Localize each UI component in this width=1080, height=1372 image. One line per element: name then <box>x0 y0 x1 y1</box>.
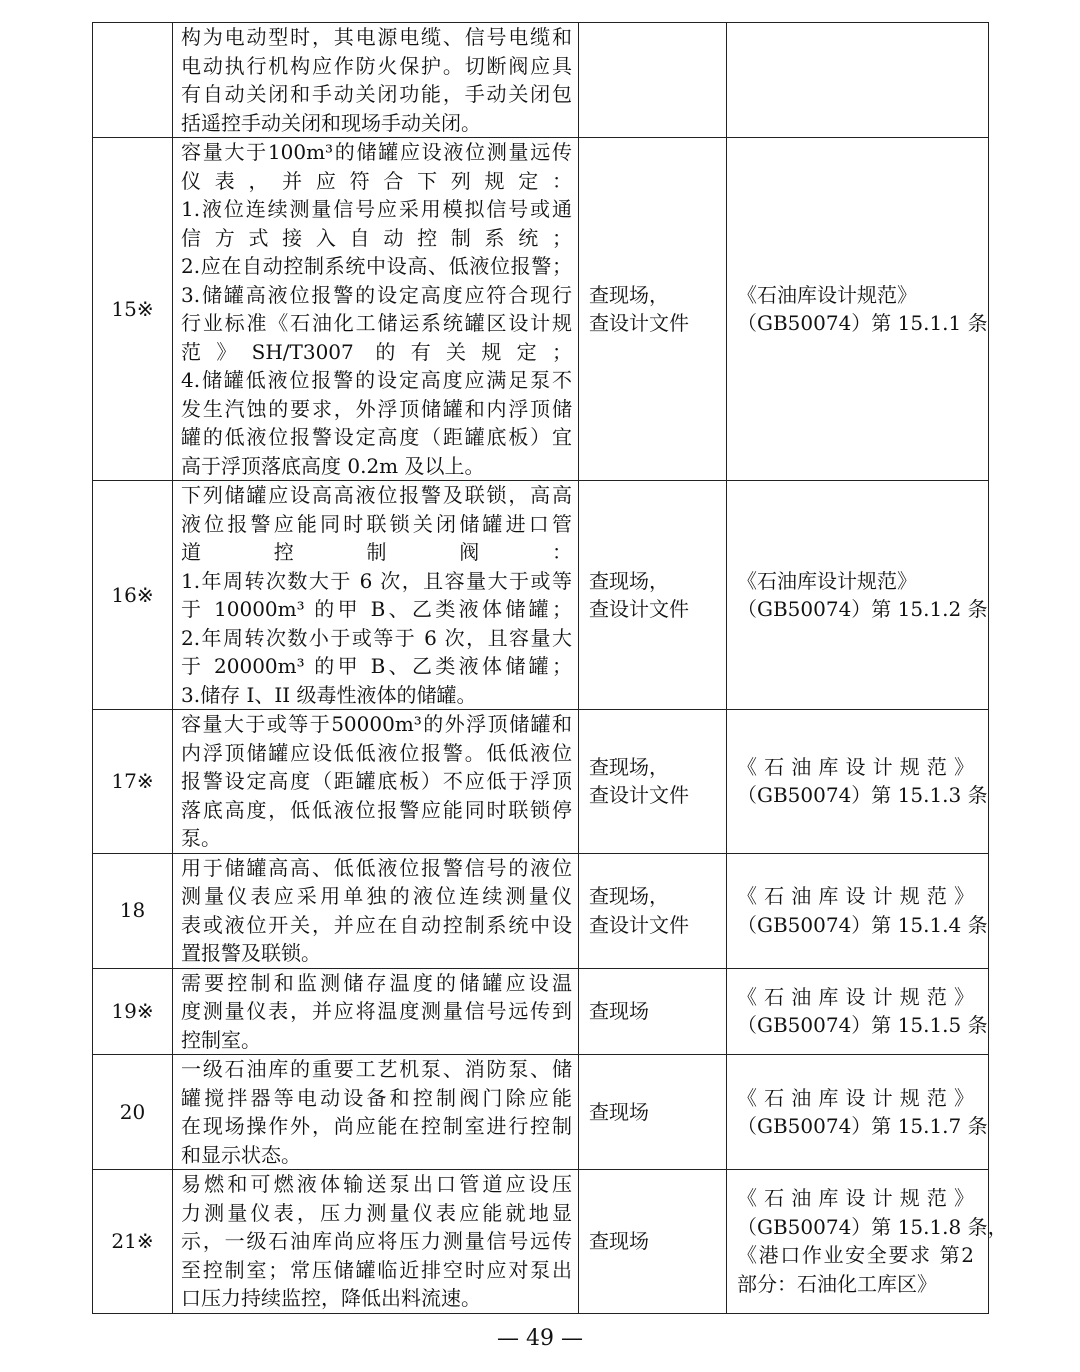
content-line: 泵。 <box>181 826 221 850</box>
inspection-method <box>579 1170 727 1314</box>
method-line: 查设计文件 <box>589 912 689 937</box>
item-number: 19※ <box>93 968 173 1055</box>
basis-line: （GB50074）第 15.1.7 条 <box>737 1114 988 1138</box>
basis-line: （GB50074）第 15.1.8 条， <box>737 1214 1008 1239</box>
inspection-content <box>173 710 579 854</box>
content-line: 2.年周转次数小于或等于 6 次，且容量大 <box>181 625 572 650</box>
inspection-basis <box>727 1055 989 1170</box>
content-line: 3.储罐高液位报警的设定高度应符合现行 <box>181 282 572 307</box>
content-line: 容量大于100m³的储罐应设液位测量远传 <box>181 140 572 164</box>
inspection-table <box>92 22 1008 1314</box>
item-number: 15※ <box>93 138 173 481</box>
content-line: 和显示状态。 <box>181 1142 301 1167</box>
content-line: 于 20000m³ 的甲 B、乙类液体储罐； <box>181 654 572 678</box>
table-row <box>93 968 989 1055</box>
item-number: 16※ <box>93 481 173 710</box>
basis-line: 《石油库设计规范》 <box>737 754 974 779</box>
inspection-content <box>173 1170 579 1314</box>
content-line: 口压力持续监控，降低出料流速。 <box>181 1286 481 1310</box>
method-line: 查现场 <box>589 999 649 1023</box>
table-row <box>93 853 989 968</box>
item-number: 17※ <box>93 710 173 854</box>
content-line: 示，一级石油库尚应将压力测量信号远传 <box>181 1229 572 1253</box>
inspection-basis <box>727 853 989 968</box>
inspection-method <box>579 138 727 481</box>
basis-line: 《石油库设计规范》 <box>737 884 974 908</box>
inspection-basis <box>727 23 989 138</box>
table-row <box>93 1170 989 1314</box>
content-line: 发生汽蚀的要求，外浮顶储罐和内浮顶储 <box>181 396 572 421</box>
content-line: 信方式接入自动控制系统； <box>181 225 572 250</box>
inspection-method <box>579 481 727 710</box>
inspection-content <box>173 1055 579 1170</box>
content-line: 测量仪表应采用单独的液位连续测量仪 <box>181 884 572 908</box>
inspection-content <box>173 481 579 710</box>
content-line: 构为电动型时，其电源电缆、信号电缆和 <box>181 25 572 49</box>
basis-line: （GB50074）第 15.1.4 条 <box>737 912 988 937</box>
table-row <box>93 23 989 138</box>
inspection-content <box>173 853 579 968</box>
content-line: 2.应在自动控制系统中设高、低液位报警； <box>181 254 572 278</box>
inspection-basis <box>727 481 989 710</box>
method-line: 查现场 <box>589 1229 649 1253</box>
inspection-basis <box>727 138 989 481</box>
content-line: 易燃和可燃液体输送泵出口管道应设压 <box>181 1172 572 1196</box>
method-line: 查现场， <box>589 282 669 307</box>
content-line: 液位报警应能同时联锁关闭储罐进口管 <box>181 511 572 536</box>
content-line: 控制室。 <box>181 1027 261 1052</box>
inspection-method <box>579 853 727 968</box>
content-line: 力测量仪表，压力测量仪表应能就地显 <box>181 1200 572 1225</box>
method-line: 查现场， <box>589 754 669 779</box>
basis-line: 《石油库设计规范》 <box>737 568 917 593</box>
inspection-method <box>579 23 727 138</box>
content-line: 在现场操作外，尚应能在控制室进行控制 <box>181 1114 572 1138</box>
content-line: 下列储罐应设高高液位报警及联锁，高高 <box>181 483 572 507</box>
item-number: 20 <box>93 1055 173 1170</box>
content-line: 报警设定高度（距罐底板）不应低于浮顶 <box>181 769 572 793</box>
content-line: 内浮顶储罐应设低低液位报警。低低液位 <box>181 740 572 765</box>
basis-line: 《石油库设计规范》 <box>737 1186 974 1211</box>
content-line: 罐搅拌器等电动设备和控制阀门除应能 <box>181 1085 572 1110</box>
basis-line: 部分：石油化工库区》 <box>737 1271 937 1296</box>
table-row <box>93 1055 989 1170</box>
inspection-content <box>173 23 579 138</box>
inspection-basis <box>727 968 989 1055</box>
inspection-method <box>579 1055 727 1170</box>
inspection-content <box>173 138 579 481</box>
page-number: — 49 — <box>497 1326 583 1351</box>
basis-line: （GB50074）第 15.1.5 条 <box>737 1013 988 1038</box>
inspection-method <box>579 710 727 854</box>
content-line: 范》SH/T3007 的有关规定； <box>181 339 572 364</box>
inspection-method <box>579 968 727 1055</box>
basis-line: （GB50074）第 15.1.2 条 <box>737 597 988 621</box>
content-line: 道控制阀： <box>181 540 572 564</box>
basis-line: 《石油库设计规范》 <box>737 984 974 1009</box>
method-line: 查设计文件 <box>589 311 689 335</box>
content-line: 3.储存 I、II 级毒性液体的储罐。 <box>181 682 477 707</box>
inspection-content <box>173 968 579 1055</box>
basis-line: （GB50074）第 15.1.1 条 <box>737 311 988 335</box>
content-line: 一级石油库的重要工艺机泵、消防泵、储 <box>181 1057 572 1081</box>
method-line: 查设计文件 <box>589 783 689 808</box>
table-row <box>93 710 989 854</box>
inspection-basis <box>727 710 989 854</box>
method-line: 查现场， <box>589 884 669 908</box>
table-row <box>93 481 989 710</box>
content-line: 仪表，并应符合下列规定： <box>181 168 572 193</box>
basis-line: （GB50074）第 15.1.3 条 <box>737 783 988 808</box>
method-line: 查设计文件 <box>589 597 689 621</box>
content-line: 行业标准《石油化工储运系统罐区设计规 <box>181 311 572 335</box>
content-line: 罐的低液位报警设定高度（距罐底板）宜 <box>181 425 572 449</box>
content-line: 有自动关闭和手动关闭功能，手动关闭包 <box>181 82 572 106</box>
table-row <box>93 138 989 481</box>
content-line: 置报警及联锁。 <box>181 941 321 965</box>
content-line: 1.年周转次数大于 6 次，且容量大于或等 <box>181 568 572 593</box>
content-line: 4.储罐低液位报警的设定高度应满足泵不 <box>181 368 572 392</box>
inspection-basis <box>727 1170 1008 1314</box>
method-line: 查现场 <box>589 1099 649 1124</box>
content-line: 容量大于或等于50000m³的外浮顶储罐和 <box>181 712 572 736</box>
content-line: 需要控制和监测储存温度的储罐应设温 <box>181 970 572 995</box>
content-line: 高于浮顶落底高度 0.2m 及以上。 <box>181 453 485 478</box>
item-number: 21※ <box>93 1170 173 1314</box>
item-number: 18 <box>93 853 173 968</box>
content-line: 至控制室；常压储罐临近排空时应对泵出 <box>181 1257 572 1282</box>
content-line: 落底高度，低低液位报警应能同时联锁停 <box>181 797 572 822</box>
content-line: 度测量仪表，并应将温度测量信号远传到 <box>181 999 572 1023</box>
content-line: 电动执行机构应作防火保护。切断阀应具 <box>181 53 572 78</box>
method-line: 查现场， <box>589 568 669 593</box>
content-line: 表或液位开关，并应在自动控制系统中设 <box>181 912 572 937</box>
content-line: 括遥控手动关闭和现场手动关闭。 <box>181 110 481 135</box>
basis-line: 《港口作业安全要求 第2 <box>737 1243 974 1268</box>
basis-line: 《石油库设计规范》 <box>737 282 917 307</box>
content-line: 用于储罐高高、低低液位报警信号的液位 <box>181 855 572 880</box>
content-line: 1.液位连续测量信号应采用模拟信号或通 <box>181 197 572 221</box>
content-line: 于 10000m³ 的甲 B、乙类液体储罐； <box>181 597 572 621</box>
basis-line: 《石油库设计规范》 <box>737 1085 974 1110</box>
item-number <box>93 23 173 138</box>
table-body <box>93 23 1008 1314</box>
